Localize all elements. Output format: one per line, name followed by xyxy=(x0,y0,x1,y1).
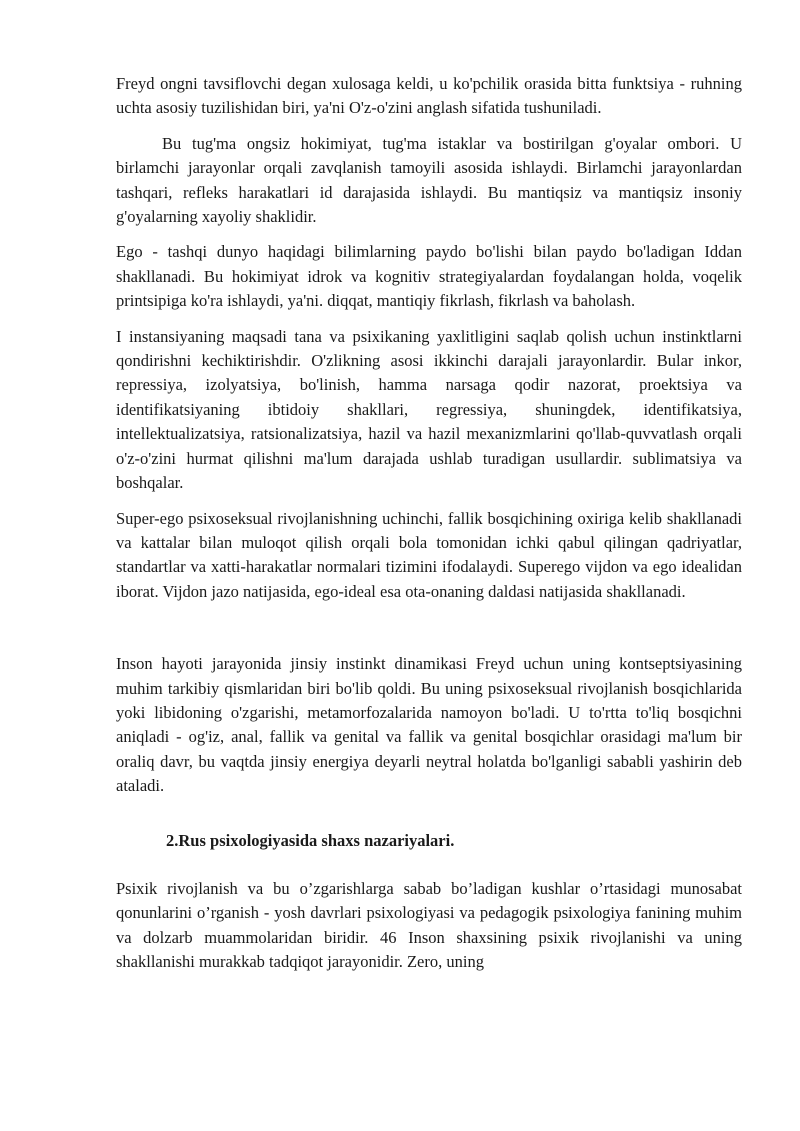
paragraph-super-ego: Super-ego psixoseksual rivojlanishning uchinchi, fallik bosqichining oxiriga kelib shakllanadi va kattalar bilan muloqot qilish orqali bola tomonidan ichki qabul qilingan qadriyatlar, standartlar va xatti-harakatlar normalari tizimini ifodalaydi. Superego vijdon va ego idealidan iborat. Vijdon jazo natijasida, ego-ideal esa ota-onaning daldasi natijasida shakllanadi. xyxy=(116,508,742,601)
paragraph-i-instansiya: I instansiyaning maqsadi tana va psixikaning yaxlitligini saqlab qolish uchun instinktlarni qondirishni kechiktirishdir. O'zlikning asosi ikkinchi darajali jarayonlardir. Bular inkor, repressiya, izolyatsiya, bo'linish, hamma narsaga qodir nazorat, proektsiya va identifikatsiyaning ibtidoiy shakllari, regressiya, shuningdek, identifikatsiya, intellektualizatsiya, ratsionalizatsiya, hazil va hazil mexanizmlarini qo'llab-quvvatlash orqali o'z-o'zini hurmat qilishni ma'lum darajada ushlab turadigan usullardir. sublimatsiya va boshqalar. xyxy=(116,326,742,493)
spacer xyxy=(116,604,742,652)
paragraph-ego: Ego - tashqi dunyo haqidagi bilimlarning paydo bo'lishi bilan paydo bo'ladigan Iddan shakllanadi. Bu hokimiyat idrok va kognitiv strategiyalardan foydalangan holda, voqelik printsipiga ko'ra ishlaydi, ya'ni. diqqat, mantiqiy fikrlash, fikrlash va baholash. xyxy=(116,242,742,311)
paragraph-jinsiy-instinkt: Inson hayoti jarayonida jinsiy instinkt dinamikasi Freyd uchun uning kontseptsiyasining muhim tarkibiy qismlaridan biri bo'lib qoldi. Bu uning psixoseksual rivojlanish bosqichlarida yoki libidoning o'zgarishi, metamorfozalarida namoyon bo'ladi. U to'rtta to'liq bosqichni aniqladi - og'iz, anal, fallik va genital va fallik va genital bosqichlar orasidagi ma'lum bir oraliq davr, bu vaqtda jinsiy energiya deyarli neytral holatda bo'lganligi sababli yashirin deb ataladi. xyxy=(116,654,742,796)
document-page xyxy=(116,72,742,975)
section-heading: 2.Rus psixologiyasida shaxs nazariyalari. xyxy=(166,830,455,850)
paragraph-freyd-ong: Freyd ongni tavsiflovchi degan xulosaga keldi, u ko'pchilik orasida bitta funktsiya - ruhning uchta asosiy tuzilishidan biri, ya'ni O'z-o'zini anglash sifatida tushuniladi. xyxy=(116,74,742,118)
paragraph-id: Bu tug'ma ongsiz hokimiyat, tug'ma istaklar va bostirilgan g'oyalar ombori. U birlamchi jarayonlar orqali zavqlanish tamoyili asosida ishlaydi. Birlamchi jarayonlardan tashqari, refleks harakatlari id darajasida ishlaydi. Bu mantiqsiz va mantiqsiz insoniy g'oyalarning xayoliy shaklidir. xyxy=(116,133,742,227)
paragraph-psixik-rivojlanish: Psixik rivojlanish va bu o’zgarishlarga sabab bo’ladigan kushlar o’rtasidagi munosabat qonunlarini o’rganish - yosh davrlari psixologiyasi va pedagogik psixologiya fanining muhim va dolzarb muammolaridan biridir. 46 Inson shaxsining psixik rivojlanishi va uning shakllanishi murakkab tadqiqot jarayonidir. Zero, uning xyxy=(116,878,742,972)
